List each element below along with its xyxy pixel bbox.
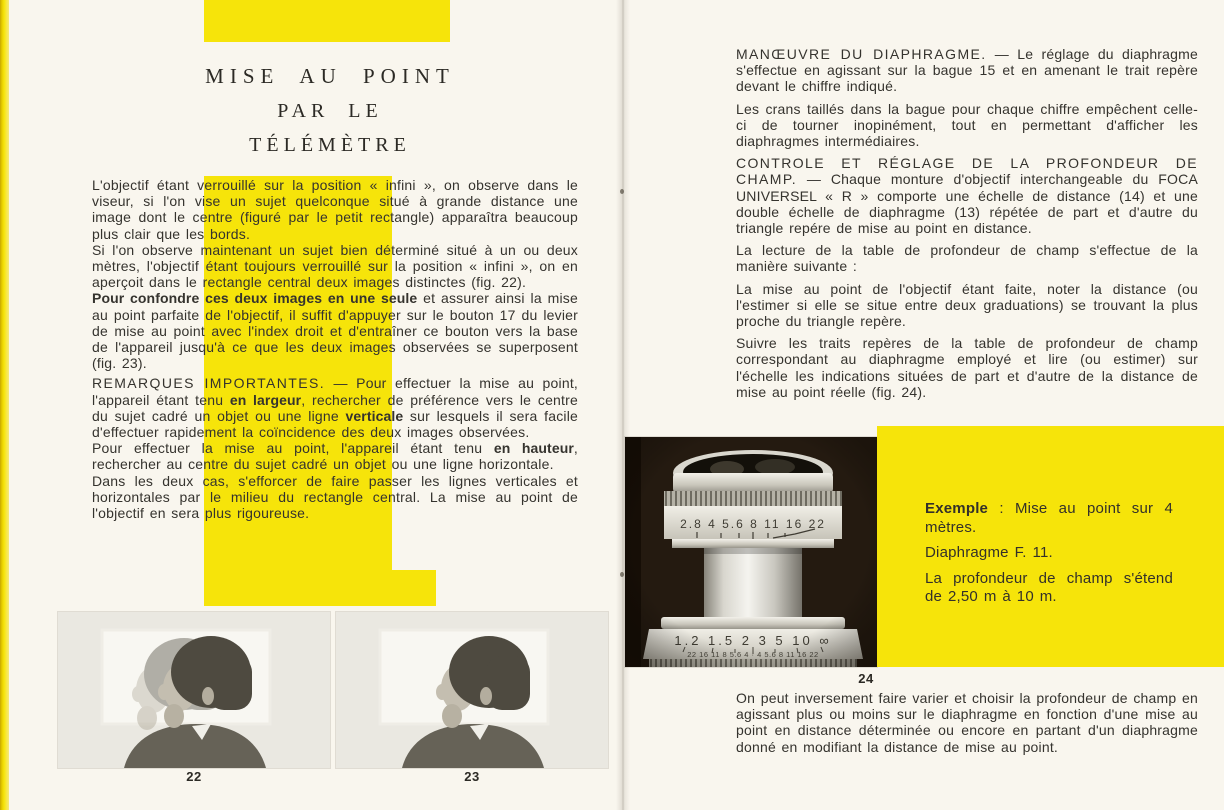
page-title-line: PAR LE [277,100,383,122]
staple-mark [620,189,624,194]
rangefinder-double-image-illustration [58,612,330,768]
paragraph: MANŒUVRE DU DIAPHRAGME. — Le réglage du diaphragme s'effectue en agissant sur la bague 15 et en amenant le trait repère devant le chiffre indiqué. [736,46,1198,95]
figure-24-caption: 24 [858,671,874,686]
figure-24-photo [625,437,877,667]
example-highlight-box [877,426,1224,667]
paragraph: Pour effectuer la mise au point, l'appareil étant tenu en hauteur, rechercher au centre du sujet cadré un objet ou une ligne horizontale. [92,440,578,473]
page-title-line: TÉLÉMÈTRE [249,134,411,156]
paragraph: La lecture de la table de profondeur de champ s'effectue de la manière suivante : [736,242,1198,275]
highlight-block-top [204,0,450,42]
right-page-closing-column [736,690,1198,755]
paragraph: Pour confondre ces deux images en une seule et assurer ainsi la mise au point parfaite de l'objectif, il suffit d'appuyer sur le bouton 17 du levier de mise au point avec l'index droit et d'entraîner ce bouton vers la base de l'appareil jusqu'à ce que les deux images observées se superposent (fig. 23). [92,290,578,372]
staple-mark [620,572,624,577]
paragraph: Dans les deux cas, s'efforcer de faire passer les lignes verticales et horizontales par le milieu du rectangle central. La mise au point de l'objectif en sera plus rigoureuse. [92,472,578,522]
figure-22-caption: 22 [186,769,202,784]
highlight-band-foot [204,570,436,606]
page-title-line: MISE AU POINT [205,64,455,88]
figure-23-caption: 23 [464,769,480,784]
paragraph: Si l'on observe maintenant un sujet bien déterminé situé à un ou deux mètres, l'objectif étant toujours verrouillé sur la position « infini », on en aperçoit dans le rectangle central deux images distinctes (fig. 22). [92,241,578,291]
left-page-text-column [92,177,578,521]
paragraph: CONTROLE ET RÉGLAGE DE LA PROFONDEUR DE CHAMP. — Chaque monture d'objectif interchangeable du FOCA UNIVERSEL « R » comporte une échelle de distance (14) et une double échelle de diaphragme (13) répétée de part et d'autre du triangle repére de mise au point en distance. [736,155,1198,237]
example-text [925,500,1173,614]
paragraph: Les crans taillés dans la bague pour chaque chiffre empêchent celle-ci de tourner inopinément, tout en permettant d'afficher les diaphragmes intermédiaires. [736,100,1198,150]
paragraph: Suivre les traits repères de la table de profondeur de champ correspondant au diaphragme employé et lire (ou estimer) sur l'échelle les indications situées de part et d'autre de la distance de mise au point réelle (fig. 24). [736,335,1198,400]
paragraph: On peut inversement faire varier et choisir la profondeur de champ en agissant plus ou moins sur le diaphragme en fonction d'une mise au point en distance déterminée ou encore en partant d'un diaphragme donné en modifiant la distance de mise au point. [736,690,1198,755]
example-line: Exemple : Mise au point sur 4 mètres. [925,500,1173,536]
example-line: Diaphragme F. 11. [925,544,1053,561]
right-page-text-column [736,46,1198,406]
booklet-cover-edge [0,0,9,810]
lens-photo-illustration [625,437,877,667]
paragraph: L'objectif étant verrouillé sur la position « infini », on observe dans le viseur, si l'on vise un sujet quelconque situé à grande distance une image dont le centre (figuré par le petit rectangle) apparaîtra beaucoup plus clair que les bords. [92,177,578,242]
paragraph: REMARQUES IMPORTANTES. — Pour effectuer la mise au point, l'appareil étant tenu en largeur, rechercher de préférence vers le centre du sujet cadré un objet ou une ligne verticale sur lesquels il sera facile d'effectuer rapidement la coïncidence des deux images observées. [92,375,579,441]
page-title [160,64,500,157]
page-gutter [616,0,630,810]
figure-22-photo [58,612,330,768]
example-line: La profondeur de champ s'étend de 2,50 m à 10 m. [925,569,1173,605]
paragraph: La mise au point de l'objectif étant faite, noter la distance (ou l'estimer si elle se situe entre deux graduations) se trouvant la plus proche du triangle repère. [736,280,1198,330]
figure-23-photo [336,612,608,768]
rangefinder-single-image-illustration [336,612,608,768]
